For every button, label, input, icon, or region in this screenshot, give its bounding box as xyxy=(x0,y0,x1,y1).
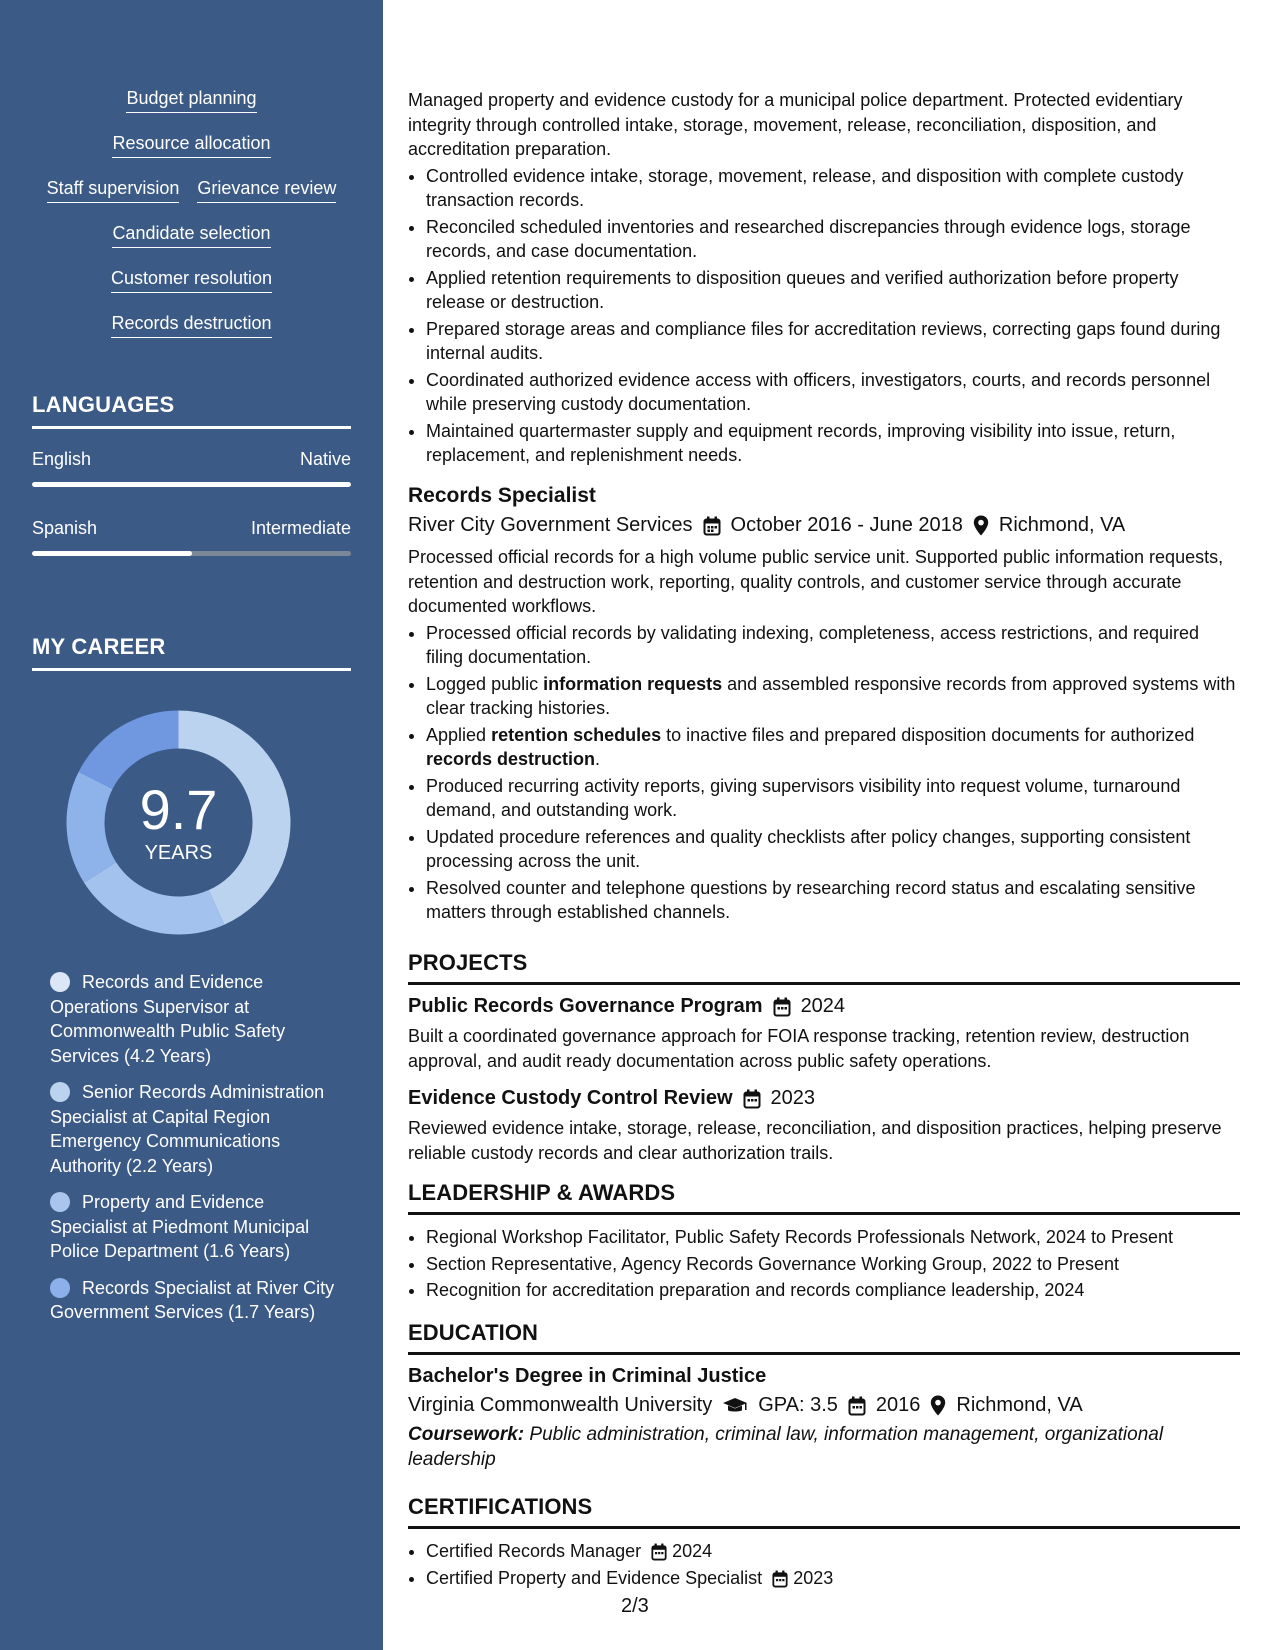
calendar-icon xyxy=(703,516,721,536)
job-company: River City Government Services xyxy=(408,514,693,536)
job-bullet: • Prepared storage areas and compliance files for accreditation reviews, correcting gaps found during internal audits. xyxy=(426,317,1240,366)
coursework xyxy=(408,1423,1240,1472)
career-legend-item xyxy=(50,1276,340,1325)
section-divider xyxy=(408,1352,1240,1355)
certification-name: Certified Records Manager xyxy=(426,1541,642,1561)
job-bullet: • Reconciled scheduled inventories and researched discrepancies through evidence logs, storage records, and case documentation. xyxy=(426,215,1240,264)
legend-label: Records and Evidence Operations Supervisor at Commonwealth Public Safety Services (4.2 Years) xyxy=(50,972,286,1066)
project-title xyxy=(408,995,1240,1018)
skill-tag: Candidate selection xyxy=(112,221,270,248)
legend-dot xyxy=(50,1082,70,1102)
legend-label: Records Specialist at River City Government Services (1.7 Years) xyxy=(50,1277,335,1322)
language-name: English xyxy=(32,449,92,469)
job-meta xyxy=(408,514,1240,537)
career-donut-center xyxy=(66,710,291,935)
job-location: Richmond, VA xyxy=(998,514,1126,536)
leadership-item: • Section Representative, Agency Records Governance Working Group, 2022 to Present xyxy=(426,1252,1240,1277)
project-title xyxy=(408,1087,1240,1110)
language-bar xyxy=(32,482,351,487)
language-name: Spanish xyxy=(32,518,98,538)
heading-divider xyxy=(32,668,351,671)
legend-label: Senior Records Administration Specialist at Capital Region Emergency Communications Authority (2.2 Years) xyxy=(50,1082,325,1176)
project-name: Evidence Custody Control Review xyxy=(408,1087,733,1109)
coursework-text: Public administration, criminal law, information management, organizational leadership xyxy=(408,1424,1164,1470)
language-level: Native xyxy=(299,449,351,469)
section-divider xyxy=(408,1212,1240,1215)
certification-name: Certified Property and Evidence Specialist xyxy=(426,1567,763,1588)
job-bullet: • Controlled evidence intake, storage, movement, release, and disposition with complete custody transaction records. xyxy=(426,164,1240,213)
legend-dot xyxy=(50,972,70,992)
sidebar xyxy=(0,0,383,1650)
certification-year: 2024 xyxy=(672,1541,713,1561)
location-pin-icon xyxy=(930,1395,946,1416)
job-bullet: • Applied retention requirements to disposition queues and verified authorization before property release or destruction. xyxy=(426,266,1240,315)
language-spanish xyxy=(32,518,351,556)
languages-heading xyxy=(32,392,351,429)
degree-title: Bachelor's Degree in Criminal Justice xyxy=(408,1365,767,1387)
project-description: Reviewed evidence intake, storage, release, reconciliation, and disposition practices, helping preserve reliable custody records and clear authorization trails. xyxy=(408,1118,1222,1163)
text: to inactive files and prepared disposition documents for authorized xyxy=(661,724,1195,745)
job-bullet xyxy=(426,723,1240,772)
language-english xyxy=(32,449,351,487)
job-section xyxy=(408,484,1240,927)
school-name: Virginia Commonwealth University xyxy=(408,1394,713,1416)
certifications-section xyxy=(408,1494,1240,1592)
section-divider xyxy=(408,1526,1240,1529)
keyword: records destruction xyxy=(426,749,596,769)
job-bullet: • Processed official records by validating indexing, completeness, access restrictions, and required filing documentation. xyxy=(426,621,1240,670)
calendar-icon xyxy=(773,997,791,1017)
legend-label: Property and Evidence Specialist at Piedmont Municipal Police Department (1.6 Years) xyxy=(50,1192,310,1261)
skill-tag: Staff supervision xyxy=(47,176,180,203)
gpa: GPA: 3.5 xyxy=(758,1394,838,1416)
language-bar xyxy=(32,551,351,556)
heading-divider xyxy=(32,426,351,429)
career-heading xyxy=(32,634,351,671)
career-legend xyxy=(50,970,340,1337)
skill-tag: Customer resolution xyxy=(111,266,272,293)
school-location: Richmond, VA xyxy=(956,1394,1083,1416)
leadership-item: • Recognition for accreditation preparation and records compliance leadership, 2024 xyxy=(426,1278,1240,1303)
project-description: Built a coordinated governance approach for FOIA response tracking, retention review, destruction approval, and audit ready documentation across public safety operations. xyxy=(408,1026,1190,1071)
calendar-icon xyxy=(651,1543,667,1561)
job-bullet: • Maintained quartermaster supply and equipment records, improving visibility into issue, return, replacement, and replenishment needs. xyxy=(426,419,1240,468)
text: Applied xyxy=(426,724,492,745)
skill-tag: Resource allocation xyxy=(112,131,270,158)
graduation-year: 2016 xyxy=(875,1394,921,1416)
project-year: 2024 xyxy=(800,995,846,1017)
job-bullet: • Updated procedure references and quality checklists after policy changes, supporting consistent processing across the unit. xyxy=(426,825,1240,874)
legend-dot xyxy=(50,1278,70,1298)
job-dates: October 2016 - June 2018 xyxy=(730,514,963,536)
career-legend-item xyxy=(50,970,340,1068)
graduation-cap-icon xyxy=(722,1397,748,1415)
education-meta xyxy=(408,1394,1240,1417)
section-divider xyxy=(408,982,1240,985)
certification-item xyxy=(426,1566,1240,1591)
skill-tag: Grievance review xyxy=(197,176,336,203)
keyword: information requests xyxy=(543,673,723,694)
calendar-icon xyxy=(772,1570,788,1588)
certification-year: 2023 xyxy=(793,1567,834,1588)
leadership-item: • Regional Workshop Facilitator, Public Safety Records Professionals Network, 2024 to Present xyxy=(426,1225,1240,1250)
job-summary: Managed property and evidence custody for a municipal police department. Protected evidentiary integrity through controlled intake, storage, movement, release, reconciliation, disposition, and accreditation preparation. xyxy=(408,90,1183,159)
section-title: CERTIFICATIONS xyxy=(408,1494,593,1519)
legend-dot xyxy=(50,1192,70,1212)
section-title: EDUCATION xyxy=(408,1320,539,1345)
job-bullet xyxy=(426,672,1240,721)
career-title: MY CAREER xyxy=(32,634,166,659)
skill-tag: Records destruction xyxy=(111,311,271,338)
language-level: Intermediate xyxy=(250,518,351,538)
career-legend-item xyxy=(50,1080,340,1178)
projects-section xyxy=(408,950,1240,1165)
job-bullets xyxy=(408,164,1240,468)
calendar-icon xyxy=(848,1396,866,1416)
language-bar-fill xyxy=(32,482,351,487)
calendar-icon xyxy=(743,1089,761,1109)
job-bullet: • Coordinated authorized evidence access with officers, investigators, courts, and records personnel while preserving custody documentation. xyxy=(426,368,1240,417)
job-bullet: • Resolved counter and telephone questions by researching record status and escalating sensitive matters through established channels. xyxy=(426,876,1240,925)
coursework-label: Coursework: xyxy=(408,1424,525,1445)
career-legend-item xyxy=(50,1190,340,1264)
keyword: retention schedules xyxy=(491,724,662,745)
previous-job-section xyxy=(408,88,1240,470)
job-bullets xyxy=(408,621,1240,925)
job-summary: Processed official records for a high volume public service unit. Supported public information requests, retention and destruction work, reporting, quality controls, and customer service through accurate documented workflows. xyxy=(408,547,1224,616)
skill-tag: Budget planning xyxy=(126,86,256,113)
text: Logged public xyxy=(426,673,544,694)
job-bullet: • Produced recurring activity reports, giving supervisors visibility into request volume, turnaround demand, and outstanding work. xyxy=(426,774,1240,823)
text: and assembled responsive records from approved systems with clear tracking histories. xyxy=(426,673,1236,718)
leadership-list xyxy=(408,1225,1240,1303)
job-title: Records Specialist xyxy=(408,484,596,507)
career-total: 9.7 xyxy=(139,778,218,841)
section-title: PROJECTS xyxy=(408,950,528,975)
skills-list xyxy=(32,86,351,356)
leadership-section xyxy=(408,1180,1240,1305)
project-name: Public Records Governance Program xyxy=(408,995,763,1017)
languages-title: LANGUAGES xyxy=(32,392,175,417)
language-bar-fill xyxy=(32,551,192,556)
career-unit: YEARS xyxy=(144,842,213,864)
section-title: LEADERSHIP & AWARDS xyxy=(408,1180,676,1205)
main-content xyxy=(408,0,1240,1650)
text: . xyxy=(595,749,601,769)
education-section xyxy=(408,1320,1240,1472)
page-number: 2/3 xyxy=(621,1595,649,1617)
certification-item xyxy=(426,1539,1240,1564)
location-pin-icon xyxy=(973,515,989,536)
certifications-list xyxy=(408,1539,1240,1590)
project-year: 2023 xyxy=(770,1087,816,1109)
